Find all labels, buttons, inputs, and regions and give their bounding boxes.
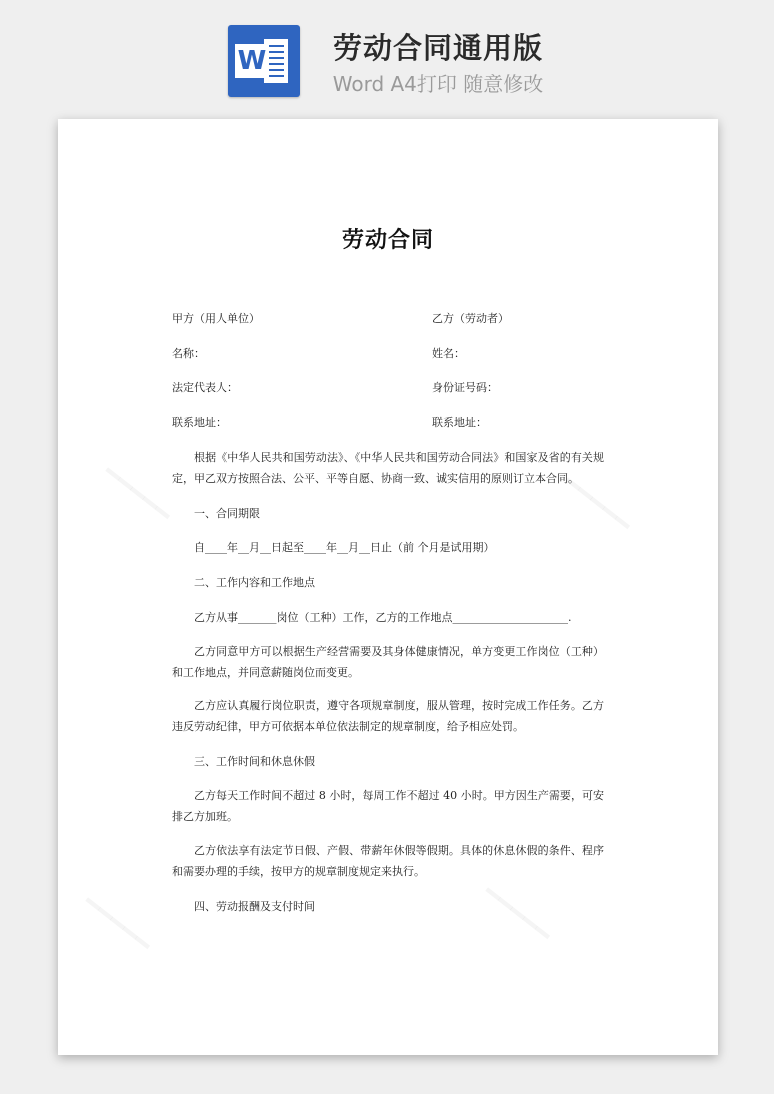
contract-term-paragraph: 自____年__月__日起至____年__月__日止（前 个月是试用期） [194,541,495,554]
party-a-address-label: 联系地址： [172,416,227,429]
leave-paragraph: 乙方依法享有法定节日假、产假、带薪年休假等假期。具体的休息休假的条件、程序和需要办理的手续，按甲方的规章制度规定来执行。 [172,844,604,878]
word-icon-letter: W [235,44,269,78]
watermark: ━━━━━ [477,878,558,950]
section-heading: 一、合同期限 [194,507,260,520]
party-b-address-label: 联系地址： [432,416,487,429]
document-title: 劳动合同 [341,227,434,253]
job-paragraph: 乙方从事_______岗位（工种）工作，乙方的工作地点_____________________. [194,611,572,624]
party-b-name-label: 姓名： [432,347,465,360]
party-a-rep-label: 法定代表人： [172,381,238,394]
party-a-header: 甲方（用人单位） [172,312,260,325]
party-b-header: 乙方（劳动者） [432,312,509,325]
party-b-id-label: 身份证号码： [432,381,498,394]
banner-title: 劳动合同通用版 [332,31,543,65]
section-heading: 四、劳动报酬及支付时间 [194,900,315,913]
job-change-paragraph: 乙方同意甲方可以根据生产经营需要及其身体健康情况，单方变更工作岗位（工种）和工作地点，并同意薪随岗位而变更。 [172,645,604,679]
work-hours-paragraph: 乙方每天工作时间不超过 8 小时，每周工作不超过 40 小时。甲方因生产需要，可安排乙方加班。 [172,789,604,823]
watermark: ━━━━━ [97,458,178,530]
word-doc-icon [228,25,300,97]
duties-paragraph: 乙方应认真履行岗位职责，遵守各项规章制度，服从管理，按时完成工作任务。乙方违反劳动纪律，甲方可依据本单位依法制定的规章制度，给予相应处罚。 [172,699,604,733]
watermark: ━━━━━ [77,888,158,960]
section-heading: 二、工作内容和工作地点 [194,576,315,589]
watermark: ━━━━━ [557,468,638,540]
banner-subtitle: Word A4打印 随意修改 [332,72,544,96]
party-a-name-label: 名称： [172,347,205,360]
document-page [58,119,718,1055]
section-heading: 三、工作时间和休息休假 [194,755,315,768]
banner-header [0,0,774,118]
preamble-paragraph: 根据《中华人民共和国劳动法》、《中华人民共和国劳动合同法》和国家及省的有关规定，甲乙双方按照合法、公平、平等自愿、协商一致、诚实信用的原则订立本合同。 [172,451,604,485]
